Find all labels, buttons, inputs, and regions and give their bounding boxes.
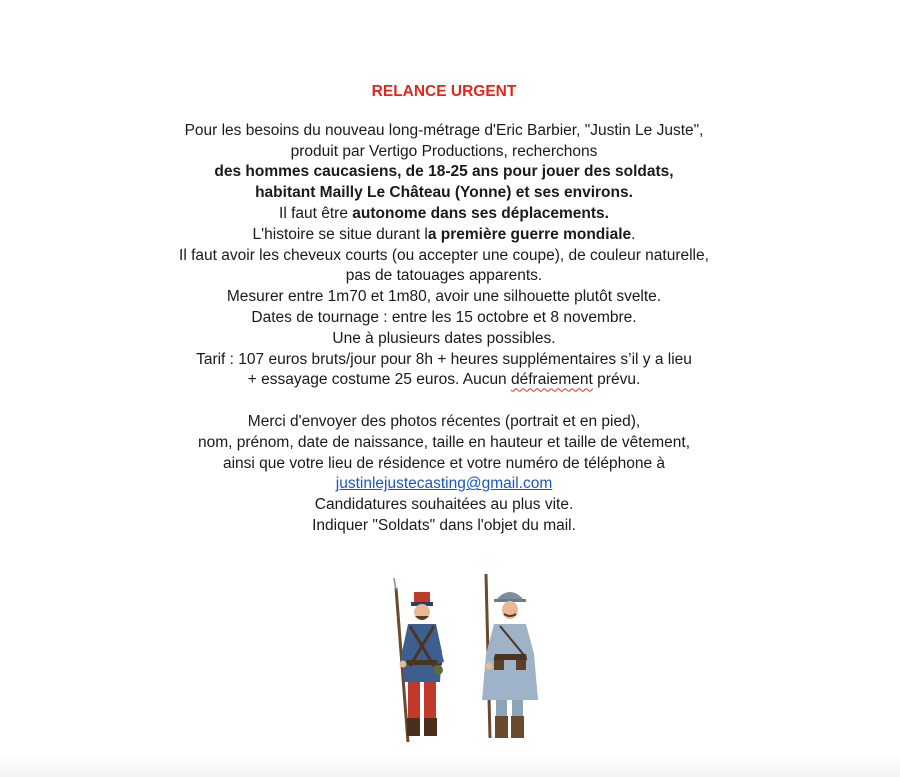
text-line: pas de tatouages apparents. (345, 267, 543, 285)
text-segment-bold: a première guerre mondiale (427, 225, 632, 243)
bottom-shade (0, 755, 900, 777)
text-line: Une à plusieurs dates possibles. (332, 329, 556, 347)
text-line (0, 204, 888, 225)
text-line: Dates de tournage : entre les 15 octobre et 8 novembre. (251, 308, 637, 326)
text-line: Il faut avoir les cheveux courts (ou accepter une coupe), de couleur naturelle, (179, 246, 709, 264)
text-segment: + essayage costume 25 euros. Aucun (247, 371, 511, 389)
spellcheck-word[interactable]: défraiement (511, 371, 593, 389)
soldier-left-icon (394, 578, 444, 742)
soldier-right-icon (482, 574, 538, 738)
text-line: Indiquer "Soldats" dans l'objet du mail. (312, 516, 576, 534)
text-line: nom, prénom, date de naissance, taille en hauteur et taille de vêtement, (198, 433, 690, 451)
text-line: produit par Vertigo Productions, recherchons (290, 142, 598, 160)
text-segment: prévu. (592, 371, 641, 389)
text-line-bold: des hommes caucasiens, de 18-25 ans pour jouer des soldats, (214, 163, 674, 181)
casting-notice (0, 82, 888, 537)
text-line: Mesurer entre 1m70 et 1m80, avoir une silhouette plutôt svelte. (226, 288, 662, 306)
email-link[interactable]: justinlejustecasting@gmail.com (335, 475, 553, 493)
paragraph-gap (0, 391, 888, 412)
text-line-bold: habitant Mailly Le Château (Yonne) et ses environs. (255, 184, 633, 202)
text-line: Merci d'envoyer des photos récentes (portrait et en pied), (247, 412, 641, 430)
text-line: Candidatures souhaitées au plus vite. (314, 496, 574, 514)
text-segment: L'histoire se situe durant l (252, 225, 428, 243)
text-segment: . (631, 225, 636, 243)
text-line: Tarif : 107 euros bruts/jour pour 8h + heures supplémentaires s’il y a lieu (196, 350, 692, 368)
text-line (0, 474, 888, 495)
text-segment: Il faut être (279, 204, 353, 222)
text-line: Pour les besoins du nouveau long-métrage d'Eric Barbier, "Justin Le Juste", (184, 121, 704, 139)
ww1-soldiers-illustration (378, 570, 558, 750)
text-segment-bold: autonome dans ses déplacements. (352, 204, 609, 222)
notice-title: RELANCE URGENT (371, 83, 517, 100)
text-line (0, 225, 888, 246)
text-line: ainsi que votre lieu de résidence et votre numéro de téléphone à (222, 454, 666, 472)
text-line (0, 370, 888, 391)
